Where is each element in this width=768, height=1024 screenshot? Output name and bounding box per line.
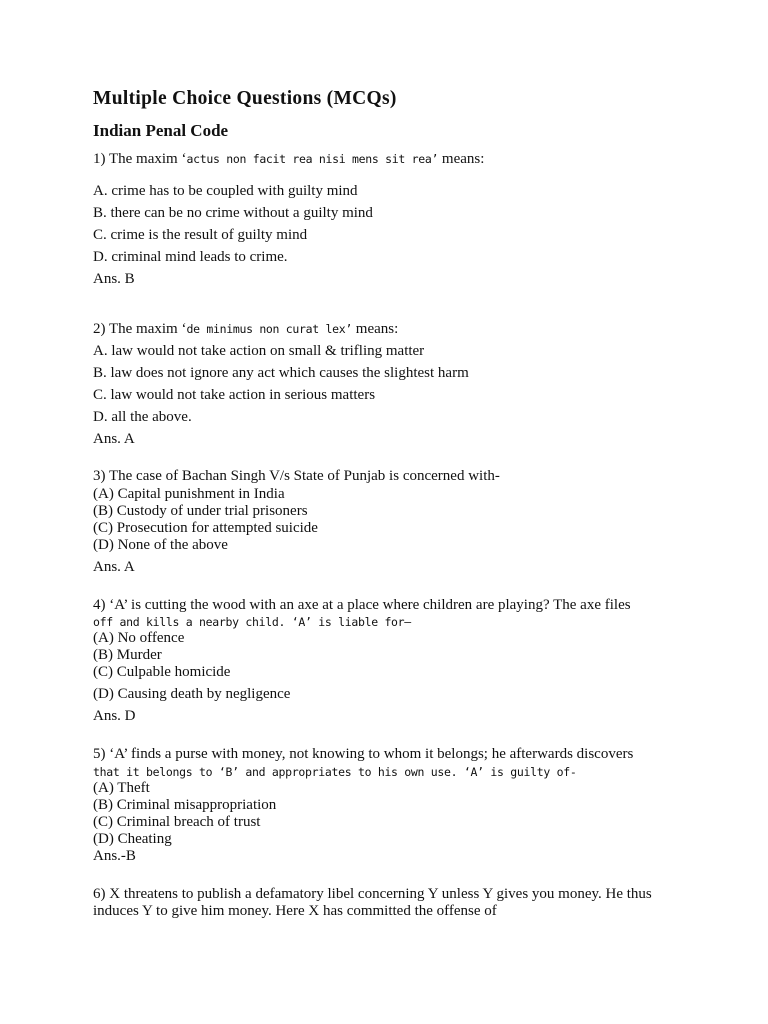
question-1-option-d: D. criminal mind leads to crime. (93, 249, 288, 265)
question-3-option-b: (B) Custody of under trial prisoners (93, 503, 308, 519)
question-2-option-d: D. all the above. (93, 409, 192, 425)
question-4-option-a: (A) No offence (93, 630, 185, 646)
question-4-stem-line-1: 4) ‘A’ is cutting the wood with an axe at a place where children are playing? The axe files (93, 597, 631, 613)
question-5-option-d: (D) Cheating (93, 831, 172, 847)
question-5-option-b: (B) Criminal misappropriation (93, 797, 277, 813)
question-2-maxim: de minimus non curat lex’ (186, 322, 353, 336)
question-3-stem: 3) The case of Bachan Singh V/s State of Punjab is concerned with- (93, 468, 500, 484)
question-2-option-a: A. law would not take action on small & trifling matter (93, 343, 425, 359)
document-title: Multiple Choice Questions (MCQs) (93, 88, 397, 109)
question-5-stem-line-1: 5) ‘A’ finds a purse with money, not knowing to whom it belongs; he afterwards discovers (93, 746, 634, 762)
question-2-stem (93, 321, 398, 338)
question-1-answer: Ans. B (93, 271, 135, 287)
question-4-answer: Ans. D (93, 708, 136, 724)
question-6-stem-line-2: induces Y to give him money. Here X has committed the offense of (93, 903, 497, 919)
document-subtitle: Indian Penal Code (93, 121, 229, 140)
question-2-stem-start: 2) The maxim ‘ (93, 321, 187, 337)
question-1-option-b: B. there can be no crime without a guilty mind (93, 205, 373, 221)
question-1-stem-start: 1) The maxim ‘ (93, 151, 187, 167)
question-5-option-c: (C) Criminal breach of trust (93, 814, 261, 830)
question-2-answer: Ans. A (93, 431, 135, 447)
question-1-option-a: A. crime has to be coupled with guilty mind (93, 183, 358, 199)
question-5-option-a: (A) Theft (93, 780, 150, 796)
question-1-maxim: actus non facit rea nisi mens sit rea’ (186, 152, 439, 166)
question-4-option-d: (D) Causing death by negligence (93, 686, 291, 702)
question-4-stem-line-2: off and kills a nearby child. ‘A’ is liable for— (93, 615, 411, 629)
question-1-option-c: C. crime is the result of guilty mind (93, 227, 308, 243)
question-2-stem-end: means: (352, 321, 399, 337)
question-2-option-c: C. law would not take action in serious matters (93, 387, 376, 403)
question-3-option-c: (C) Prosecution for attempted suicide (93, 520, 318, 536)
question-1-stem (93, 151, 484, 168)
question-3-option-d: (D) None of the above (93, 537, 228, 553)
question-3-option-a: (A) Capital punishment in India (93, 486, 285, 502)
question-1-stem-end: means: (438, 151, 485, 167)
question-4-option-c: (C) Culpable homicide (93, 664, 231, 680)
question-3-answer: Ans. A (93, 559, 135, 575)
question-4-option-b: (B) Murder (93, 647, 162, 663)
question-6-stem-line-1: 6) X threatens to publish a defamatory libel concerning Y unless Y gives you money. He thus (93, 886, 652, 902)
question-5-answer: Ans.-B (93, 848, 136, 864)
question-5-stem-line-2: that it belongs to ‘B’ and appropriates to his own use. ‘A’ is guilty of- (93, 765, 577, 779)
question-2-option-b: B. law does not ignore any act which causes the slightest harm (93, 365, 469, 381)
